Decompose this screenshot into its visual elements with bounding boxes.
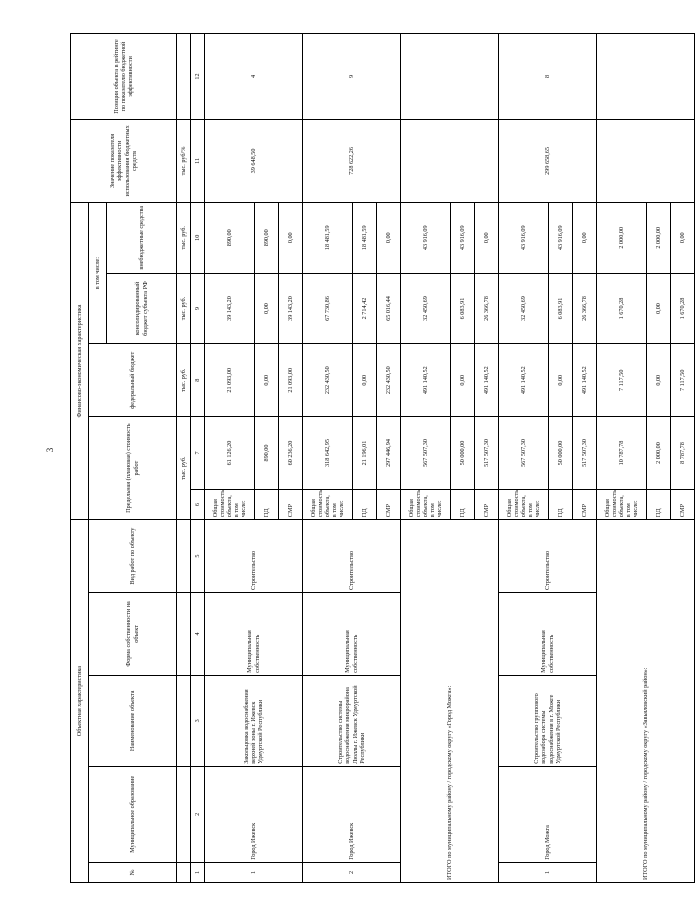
work-type-header: Вид работ по объекту [89,520,177,593]
object-characteristics-header: Объектная характеристика [71,520,89,883]
rotated-table-container [70,33,686,883]
consolidated-value: 1 670,28 [671,273,695,344]
cost-label: Общая стоимость объекта, в том числе: [303,489,353,519]
extra-value: 0,00 [573,202,597,273]
unit-cell [177,766,191,862]
federal-value: 232 430,50 [303,344,353,417]
ownership-header: Форма собственности на объект [89,593,177,676]
consolidated-value: 6 083,91 [549,273,573,344]
col-num-11: 11 [191,120,205,203]
work-type-cell: Строительство [303,520,401,593]
total-row [401,34,451,883]
extra-value: 43 916,09 [499,202,549,273]
unit-cell [177,520,191,593]
efficiency-value: 299 658,65 [499,120,597,203]
consolidated-value: 39 143,20 [205,273,255,344]
federal-value: 7 117,50 [671,344,695,417]
federal-value: 491 140,52 [475,344,499,417]
col-num-2: 2 [191,766,205,862]
cost-value: 890,00 [255,417,279,490]
col-num-5: 5 [191,520,205,593]
cost-value: 10 787,78 [597,417,647,490]
object-name-cell: Строительство группового водозабора системы водоснабжения в г. Можге Удмуртской Республики [499,675,597,766]
cost-label: ПД [549,489,573,519]
consolidated-value: 2 714,42 [353,273,377,344]
table-row [499,34,549,883]
extra-value: 43 916,09 [451,202,475,273]
federal-value: 21 093,00 [279,344,303,417]
extra-value: 18 481,59 [303,202,353,273]
cost-label: ПД [255,489,279,519]
financial-table [70,33,695,883]
max-cost-header: Предельная (плановая) стоимость работ [89,417,177,520]
federal-value: 491 140,52 [401,344,451,417]
federal-value: 491 140,52 [573,344,597,417]
efficiency-empty [597,120,695,203]
consolidated-value: 67 730,86 [303,273,353,344]
col-num-7: 7 [191,417,205,490]
extra-value: 0,00 [671,202,695,273]
federal-value: 0,00 [549,344,573,417]
cost-value: 8 787,78 [671,417,695,490]
unit-cell [177,593,191,676]
consolidated-value: 39 143,20 [279,273,303,344]
object-name-cell: Строительство системы водоснабжения микрорайона Люллы г. Ижевск Удмуртской Республики [303,675,401,766]
cost-label: ПД [353,489,377,519]
cost-value: 517 507,30 [475,417,499,490]
extrabudget-header: внебюджетные средства [107,202,177,273]
col-num-6: 6 [191,489,205,519]
municipality-cell: Город Ижевск [303,766,401,862]
cost-value: 567 507,30 [401,417,451,490]
cost-value: 21 196,01 [353,417,377,490]
consolidated-value: 1 670,28 [597,273,647,344]
row-num: 1 [205,862,303,882]
including-header: в том числе: [89,202,107,344]
efficiency-header: Значение показателя эффективности использования бюджетных средств [71,120,177,203]
col-num-1: 1 [191,862,205,882]
cost-label: СМР [475,489,499,519]
unit-consolidated: тыс. руб. [177,273,191,344]
unit-max-cost: тыс. руб. [177,417,191,520]
efficiency-value: 728 622,26 [303,120,401,203]
federal-header: федеральный бюджет [89,344,177,417]
cost-label: ПД [451,489,475,519]
efficiency-value: 39 648,50 [205,120,303,203]
table-row [303,34,353,883]
cost-label: Общая стоимость объекта, в том числе: [499,489,549,519]
federal-value: 0,00 [451,344,475,417]
federal-value: 0,00 [353,344,377,417]
col-num-8: 8 [191,344,205,417]
unit-cell [177,675,191,766]
page-number: 3 [45,447,55,453]
col-num-12: 12 [191,34,205,120]
extra-value: 18 481,59 [353,202,377,273]
cost-label: ПД [647,489,671,519]
extra-value: 2 000,00 [647,202,671,273]
cost-value: 61 126,20 [205,417,255,490]
financial-characteristics-header: Финансово-экономическая характеристика [71,202,89,519]
municipality-cell: Город Можга [499,766,597,862]
extra-value: 0,00 [377,202,401,273]
row-num: 2 [303,862,401,882]
object-name-header: Наименование объекта [89,675,177,766]
ownership-cell: Муниципальная собственность [499,593,597,676]
position-value: 4 [205,34,303,120]
cost-value: 567 507,30 [499,417,549,490]
extra-value: 890,00 [205,202,255,273]
col-num-9: 9 [191,273,205,344]
cost-label: СМР [671,489,695,519]
federal-value: 0,00 [255,344,279,417]
unit-extrabudget: тыс. руб. [177,202,191,273]
extra-value: 0,00 [475,202,499,273]
federal-value: 0,00 [647,344,671,417]
row-num: 1 [499,862,597,882]
work-type-cell: Строительство [205,520,303,593]
unit-cell [177,862,191,882]
efficiency-empty [401,120,499,203]
col-num-3: 3 [191,675,205,766]
cost-label: Общая стоимость объекта, в том числе: [597,489,647,519]
col-num-10: 10 [191,202,205,273]
consolidated-header: консолидированный бюджет субъекта РФ [107,273,177,344]
consolidated-value: 65 016,44 [377,273,401,344]
cost-value: 297 446,94 [377,417,401,490]
consolidated-value: 32 450,69 [499,273,549,344]
federal-value: 21 093,00 [205,344,255,417]
total-label: ИТОГО по муниципальному району / городскому округу «Завьяловский район»: [597,520,695,883]
federal-value: 232 430,50 [377,344,401,417]
cost-value: 2 000,00 [647,417,671,490]
consolidated-value: 32 450,69 [401,273,451,344]
unit-cell [177,34,191,120]
extra-value: 890,00 [255,202,279,273]
position-empty [597,34,695,120]
cost-label: СМР [279,489,303,519]
total-row [597,34,647,883]
cost-value: 50 000,00 [451,417,475,490]
municipality-cell: Город Ижевск [205,766,303,862]
cost-label: Общая стоимость объекта, в том числе: [205,489,255,519]
extra-value: 43 916,09 [401,202,451,273]
position-empty [401,34,499,120]
federal-value: 491 140,52 [499,344,549,417]
position-value: 9 [303,34,401,120]
consolidated-value: 6 083,91 [451,273,475,344]
object-name-cell: Закольцовка водоснабжения верхней зоны г. Ижевск Удмуртской Республики [205,675,303,766]
total-label: ИТОГО по муниципальному району / городскому округу «Город Можга»: [401,520,499,883]
consolidated-value: 0,00 [255,273,279,344]
cost-value: 517 507,30 [573,417,597,490]
cost-value: 318 642,95 [303,417,353,490]
num-header: № [89,862,177,882]
position-header: Позиция объекта в рейтинге по показателю бюджетной эффективности [71,34,177,120]
unit-efficiency: тыс. руб/% [177,120,191,203]
col-num-4: 4 [191,593,205,676]
extra-value: 0,00 [279,202,303,273]
consolidated-value: 0,00 [647,273,671,344]
extra-value: 43 916,09 [549,202,573,273]
extra-value: 2 000,00 [597,202,647,273]
consolidated-value: 26 366,78 [573,273,597,344]
unit-federal: тыс. руб. [177,344,191,417]
cost-label: СМР [377,489,401,519]
consolidated-value: 26 366,78 [475,273,499,344]
table-row [205,34,255,883]
ownership-cell: Муниципальная собственность [303,593,401,676]
cost-label: Общая стоимость объекта, в том числе: [401,489,451,519]
ownership-cell: Муниципальная собственность [205,593,303,676]
cost-label: СМР [573,489,597,519]
cost-value: 50 000,00 [549,417,573,490]
cost-value: 60 236,20 [279,417,303,490]
federal-value: 7 117,50 [597,344,647,417]
municipality-header: Муниципальное образование [89,766,177,862]
position-value: 8 [499,34,597,120]
work-type-cell: Строительство [499,520,597,593]
